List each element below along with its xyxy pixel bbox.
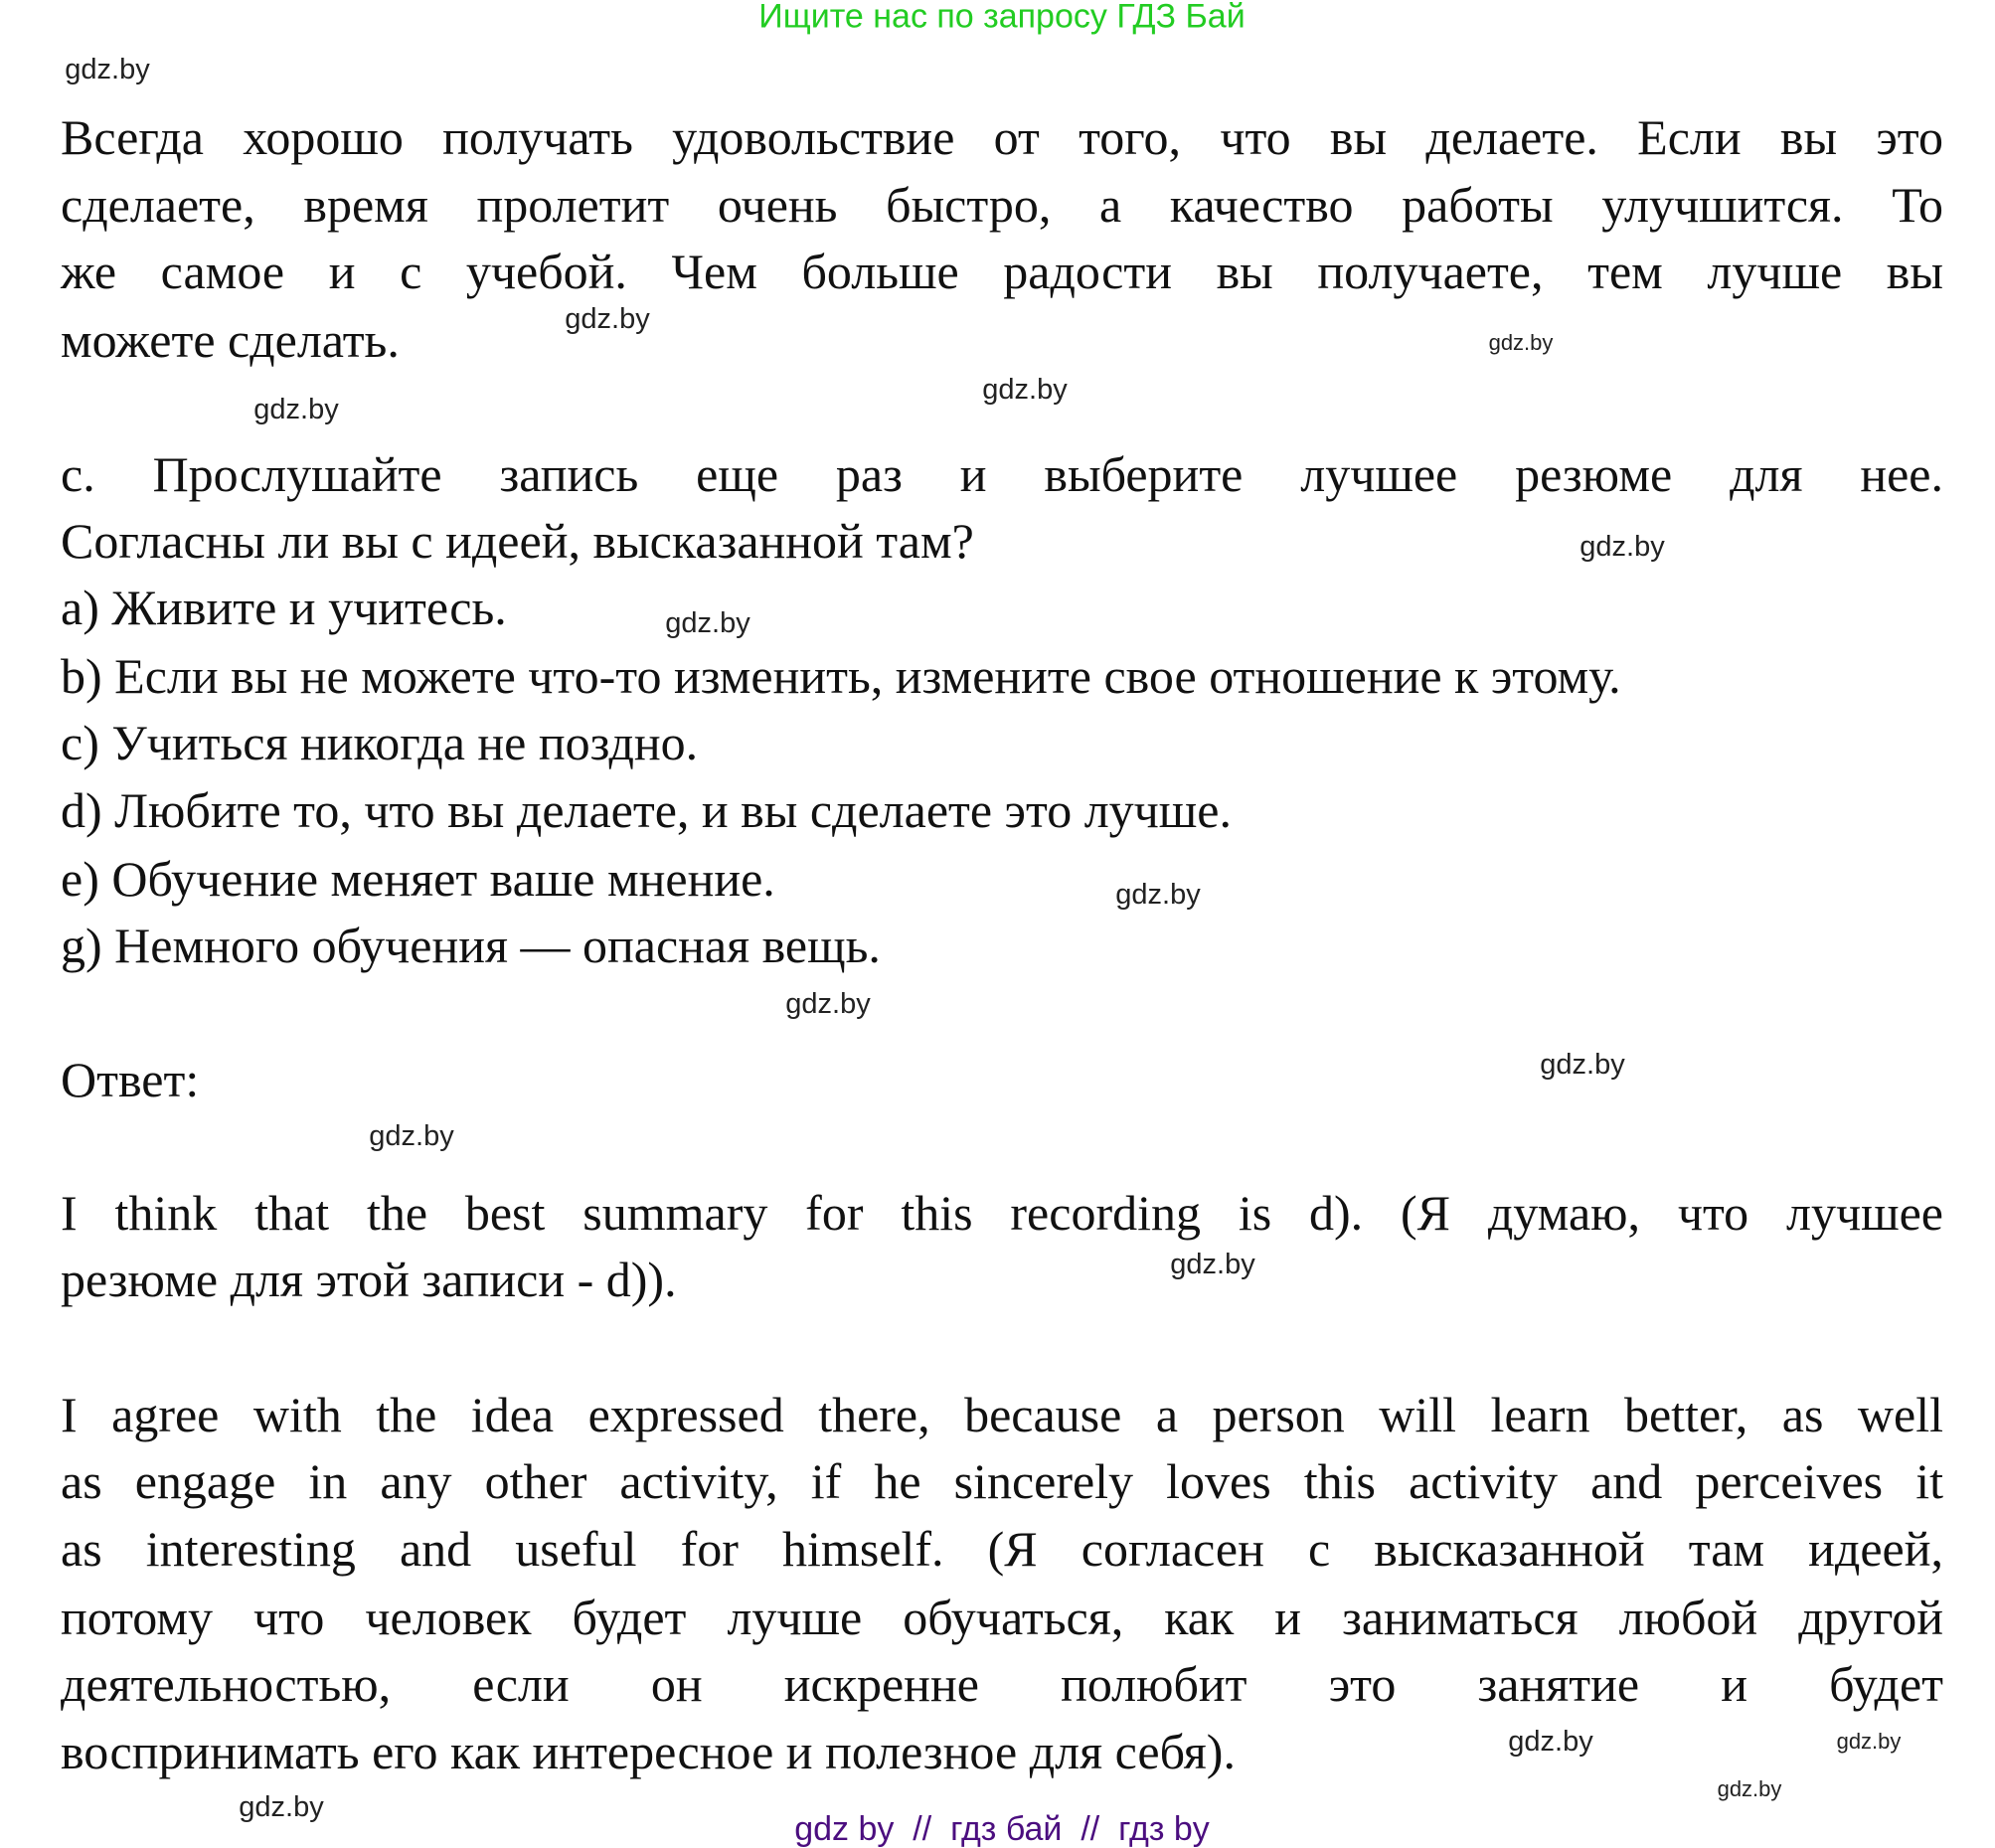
watermark: gdz.by bbox=[239, 1791, 324, 1823]
answer-line: деятельностью, если он искренне полюбит это занятие и будет bbox=[61, 1656, 1943, 1712]
answer-line: потому что человек будет лучше обучаться, как и заниматься любой другой bbox=[61, 1590, 1943, 1645]
footer-links: gdz by // гдз бай // гдз by bbox=[794, 1810, 1210, 1848]
watermark: gdz.by bbox=[65, 54, 150, 85]
watermark: gdz.by bbox=[1488, 330, 1554, 355]
task-line: Согласны ли вы с идеей, высказанной там? bbox=[61, 513, 974, 569]
watermark: gdz.by bbox=[253, 394, 339, 425]
intro-line: Всегда хорошо получать удовольствие от того, что вы делаете. Если вы это bbox=[61, 109, 1943, 165]
watermark: gdz.by bbox=[982, 374, 1068, 406]
option-d: d) Любите то, что вы делаете, и вы сделаете это лучше. bbox=[61, 782, 1233, 838]
answer-line: воспринимать его как интересное и полезное для себя). bbox=[61, 1724, 1236, 1779]
watermark: gdz.by bbox=[1170, 1249, 1255, 1280]
option-g: g) Немного обучения — опасная вещь. bbox=[61, 918, 881, 973]
answer-line: резюме для этой записи - d)). bbox=[61, 1252, 677, 1307]
watermark: gdz.by bbox=[565, 303, 650, 335]
watermark: gdz.by bbox=[1115, 879, 1201, 911]
option-b: b) Если вы не можете что-то изменить, измените свое отношение к этому. bbox=[61, 648, 1621, 704]
watermark: gdz.by bbox=[785, 988, 871, 1020]
intro-line: можете сделать. bbox=[61, 312, 400, 368]
watermark: gdz.by bbox=[1579, 531, 1665, 563]
answer-label: Ответ: bbox=[61, 1052, 200, 1107]
option-a: a) Живите и учитесь. bbox=[61, 580, 507, 635]
option-c: c) Учиться никогда не поздно. bbox=[61, 715, 699, 770]
option-e: e) Обучение меняет ваше мнение. bbox=[61, 851, 775, 907]
task-line: c. Прослушайте запись еще раз и выберите лучшее резюме для нее. bbox=[61, 446, 1943, 502]
watermark: gdz.by bbox=[1717, 1776, 1782, 1801]
answer-line: as interesting and useful for himself. (Я согласен с высказанной там идеей, bbox=[61, 1521, 1943, 1577]
watermark: gdz.by bbox=[1508, 1726, 1593, 1758]
answer-line: I agree with the idea expressed there, because a person will learn better, as well bbox=[61, 1387, 1943, 1442]
watermark: gdz.by bbox=[1540, 1049, 1625, 1081]
watermark: gdz.by bbox=[665, 607, 750, 639]
intro-line: же самое и с учебой. Чем больше радости вы получаете, тем лучше вы bbox=[61, 244, 1943, 299]
answer-line: I think that the best summary for this recording is d). (Я думаю, что лучшее bbox=[61, 1185, 1943, 1241]
answer-line: as engage in any other activity, if he sincerely loves this activity and perceives it bbox=[61, 1453, 1943, 1509]
intro-line: сделаете, время пролетит очень быстро, а качество работы улучшится. То bbox=[61, 177, 1943, 233]
watermark: gdz.by bbox=[369, 1120, 454, 1152]
search-hint-banner: Ищите нас по запросу ГДЗ Бай bbox=[758, 0, 1246, 36]
watermark: gdz.by bbox=[1836, 1729, 1902, 1754]
